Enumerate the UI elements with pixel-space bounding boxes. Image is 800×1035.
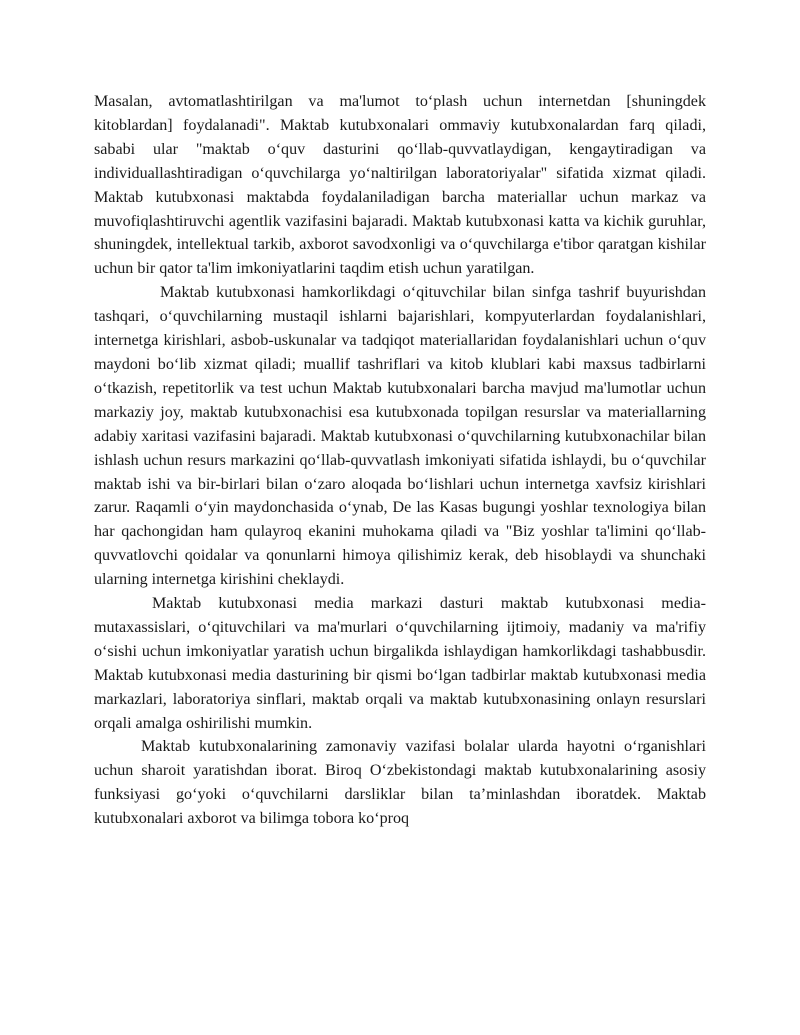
paragraph-4: Maktab kutubxonalarining zamonaviy vazifasi bolalar ularda hayotni o‘rganishlari uchun sharoit yaratishdan iborat. Biroq O‘zbekistondagi maktab kutubxonalarining asosiy funksiyasi go‘yoki o‘quvchilarni darsliklar bilan ta’minlashdan iboratdek. Maktab kutubxonalari axborot va bilimga tobora ko‘proq [94,738,706,828]
paragraph-3: Maktab kutubxonasi media markazi dasturi maktab kutubxonasi media-mutaxassislari, o‘qituvchilari va ma'murlari o‘quvchilarning ijtimoiy, madaniy va ma'rifiy o‘sishi uchun imkoniyatlar yaratish uchun birgalikda ishlaydigan hamkorlikdagi tashabbusdir. Maktab kutubxonasi media dasturining bir qismi bo‘lgan tadbirlar maktab kutubxonasi media markazlari, laboratoriya sinflari, maktab orqali va maktab kutubxonasining onlayn resurslari orqali amalga oshirilishi mumkin. [94,595,706,732]
paragraph-2: Maktab kutubxonasi hamkorlikdagi o‘qituvchilar bilan sinfga tashrif buyurishdan tashqari, o‘quvchilarning mustaqil ishlarni bajarishlari, kompyuterlardan foydalanishlari, internetga kirishlari, asbob-uskunalar va tadqiqot materiallaridan foydalanishlari uchun o‘quv maydoni bo‘lib xizmat qiladi; muallif tashriflari va kitob klublari kabi maxsus tadbirlarni o‘tkazish, repetitorlik va test uchun Maktab kutubxonalari barcha mavjud ma'lumotlar uchun markaziy joy, maktab kutubxonachisi esa kutubxonada topilgan resurslar va materiallarning adabiy xaritasi vazifasini bajaradi. Maktab kutubxonasi o‘quvchilarning kutubxonachilar bilan ishlash uchun resurs markazini qo‘llab-quvvatlash imkoniyati sifatida ishlaydi, bu o‘quvchilar maktab ishi va bir-birlari bilan o‘zaro aloqada bo‘lishlari uchun internetga xavfsiz kirishlari zarur. Raqamli o‘yin maydonchasida o‘ynab, De las Kasas bugungi yoshlar texnologiya bilan har qachongidan ham qulayroq ekanini muhokama qiladi va "Biz yoshlar ta'limini qo‘llab-quvvatlovchi qoidalar va qonunlarni himoya qilishimiz kerak, deb hisoblaydi va shunchaki ularning internetga kirishini cheklaydi. [94,284,706,589]
document-body [94,90,706,831]
paragraph-1: Masalan, avtomatlashtirilgan va ma'lumot to‘plash uchun internetdan [shuningdek kitoblardan] foydalanadi". Maktab kutubxonalari ommaviy kutubxonalardan farq qiladi, sababi ular "maktab o‘quv dasturini qo‘llab-quvvatlaydigan, kengaytiradigan va individuallashtiradigan o‘quvchilarga yo‘naltirilgan laboratoriyalar" sifatida xizmat qiladi. Maktab kutubxonasi maktabda foydalaniladigan barcha materiallar uchun markaz va muvofiqlashtiruvchi agentlik vazifasini bajaradi. Maktab kutubxonasi katta va kichik guruhlar, shuningdek, intellektual tarkib, axborot savodxonligi va o‘quvchilarga e'tibor qaratgan kishilar uchun bir qator ta'lim imkoniyatlarini taqdim etish uchun yaratilgan. [94,93,706,278]
